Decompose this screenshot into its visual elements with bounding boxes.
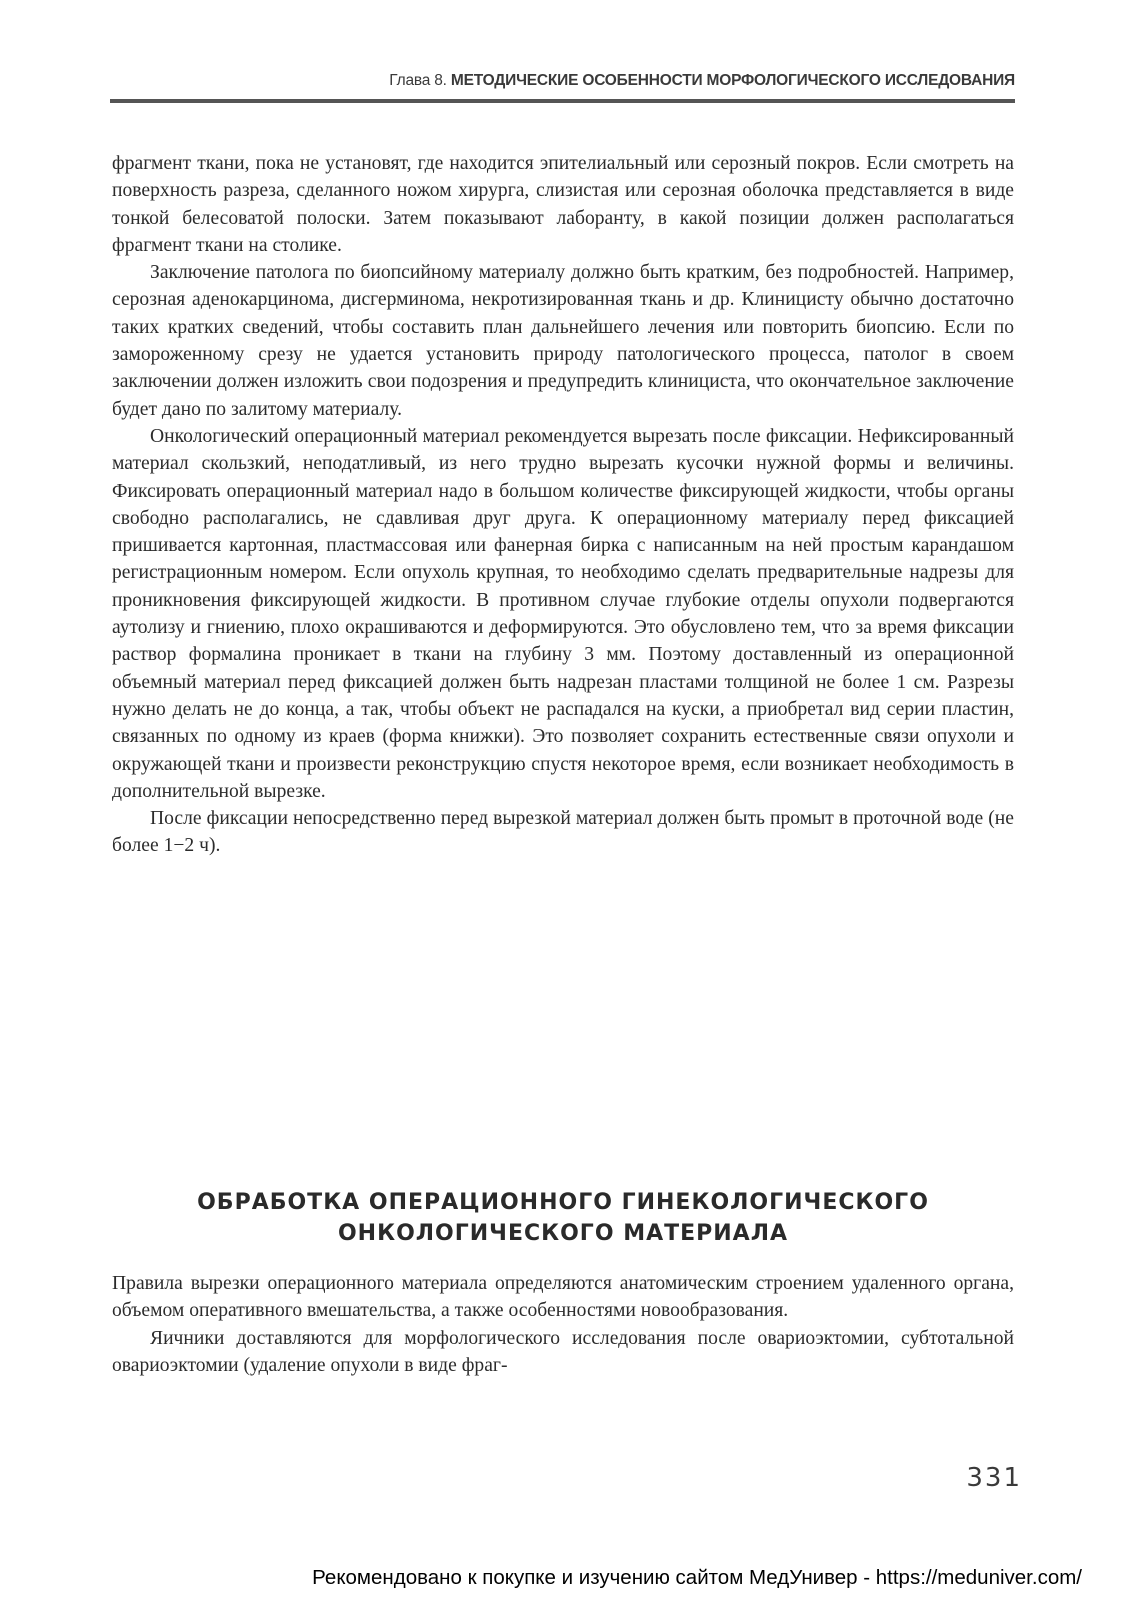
paragraph-3: Онкологический операционный материал рекомендуется вырезать после фиксации. Нефиксированный материал скользкий, неподатливый, из него трудно вырезать кусочки нужной формы и величины. Фиксировать операционный материал надо в большом количестве фиксирующей жидкости, чтобы органы свободно располагались, не сдавливая друг друга. К операционному материалу перед фиксацией пришивается картонная, пластмассовая или фанерная бирка с написанным на ней простым карандашом регистрационным номером. Если опухоль крупная, то необходимо сделать предварительные надрезы для проникновения фиксирующей жидкости. В противном случае глубокие отделы опухоли подвергаются аутолизу и гниению, плохо окрашиваются и деформируются. Это обусловлено тем, что за время фиксации раствор формалина проникает в ткани на глубину 3 мм. Поэтому доставленный из операционной объемный материал перед фиксацией должен быть надрезан пластами толщиной не более 1 см. Разрезы нужно делать не до конца, а так, чтобы объект не распадался на куски, а приобретал вид серии пластин, связанных по одному из краев (форма книжки). Это позволяет сохранить естественные связи опухоли и окружающей ткани и произвести реконструкцию спустя некоторое время, если возникает необходимость в дополнительной вырезке. [112, 425, 1014, 802]
section-heading-line-1: ОБРАБОТКА ОПЕРАЦИОННОГО ГИНЕКОЛОГИЧЕСКОГО [197, 1190, 929, 1215]
section-paragraph-1: Правила вырезки операционного материала определяются анатомическим строением удаленного органа, объемом оперативного вмешательства, а также особенностями новообразования. [112, 1273, 1014, 1322]
section-text [112, 1270, 1014, 1379]
header-divider [110, 99, 1015, 103]
section-paragraph-2: Яичники доставляются для морфологического исследования после овариоэктомии, субтотальной овариоэктомии (удаление опухоли в виде фраг- [112, 1327, 1014, 1376]
chapter-label: Глава 8. [389, 72, 447, 89]
section-heading [112, 1187, 1014, 1249]
body-text [112, 150, 1014, 860]
section-heading-line-2: ОНКОЛОГИЧЕСКОГО МАТЕРИАЛА [337, 1221, 789, 1246]
running-head [110, 72, 1015, 90]
paragraph-1: фрагмент ткани, пока не установят, где находится эпителиальный или серозный покров. Если смотреть на поверхность разреза, сделанного ножом хирурга, слизистая или серозная оболочка представляется в виде тонкой белесоватой полоски. Затем показывают лаборанту, в какой позиции должен располагаться фрагмент ткани на столике. [112, 153, 1014, 256]
paragraph-2: Заключение патолога по биопсийному материалу должно быть кратким, без подробностей. Например, серозная аденокарцинома, дисгерминома, некротизированная ткань и др. Клиницисту обычно достаточно таких кратких сведений, чтобы составить план дальнейшего лечения или повторить биопсию. Если по замороженному срезу не удается установить природу патологического процесса, патолог в своем заключении должен изложить свои подозрения и предупредить клинициста, что окончательное заключение будет дано по залитому материалу. [112, 262, 1014, 420]
paragraph-4: После фиксации непосредственно перед вырезкой материал должен быть промыт в проточной воде (не более 1−2 ч). [112, 808, 1014, 857]
chapter-title: МЕТОДИЧЕСКИЕ ОСОБЕННОСТИ МОРФОЛОГИЧЕСКОГО ИССЛЕДОВАНИЯ [450, 72, 1015, 89]
footer-recommendation: Рекомендовано к покупке и изучению сайтом МедУнивер - https://meduniver.com/ [312, 1566, 1082, 1589]
page-number: 331 [966, 1463, 1022, 1493]
